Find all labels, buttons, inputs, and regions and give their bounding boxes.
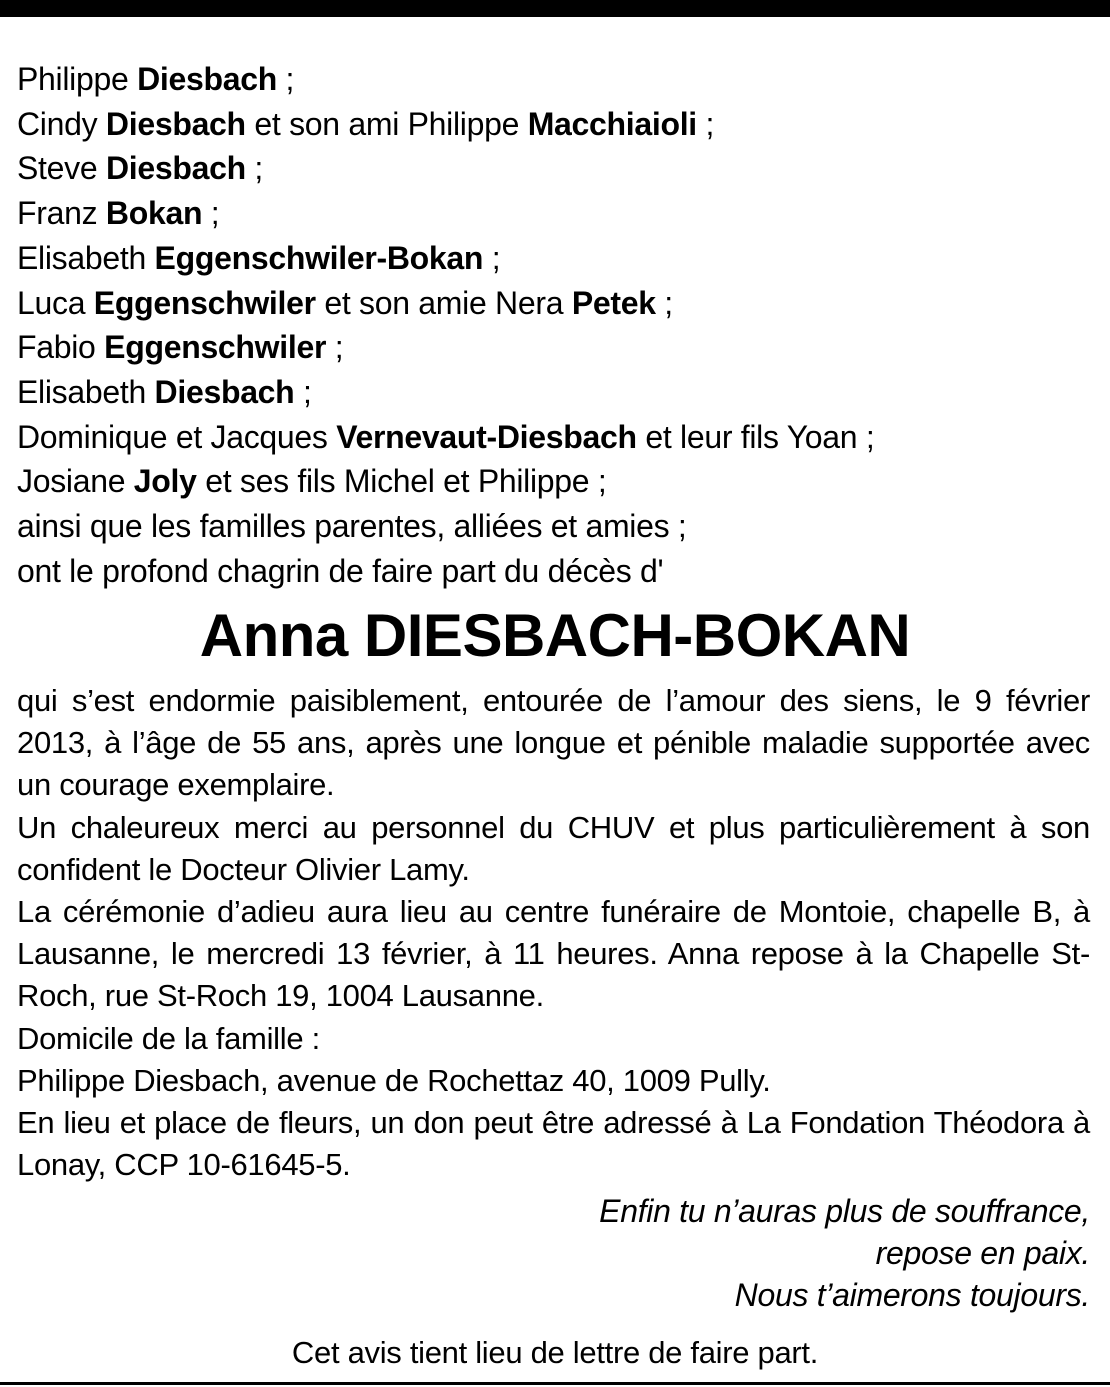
given-name: Philippe (17, 61, 129, 97)
surname: Diesbach (154, 373, 295, 410)
given-name: Cindy (17, 105, 98, 142)
given-name: Luca (17, 284, 86, 321)
relation-text: et son amie Nera (324, 284, 564, 321)
given-name: Elisabeth (17, 373, 146, 410)
line-suffix: ; (202, 195, 220, 232)
epitaph (599, 1190, 1090, 1316)
notice-paragraph: qui s’est endormie paisiblement, entourée de l’amour des siens, le 9 février 2013, à l’âge de 55 ans, après une longue et pénible maladie supportée avec un courage exemplaire. (17, 683, 1090, 803)
given-name: Elisabeth (17, 239, 146, 276)
epitaph-line: Nous t’aimerons toujours. (734, 1277, 1090, 1313)
line-suffix: ; (326, 329, 344, 366)
family-line (17, 415, 1097, 460)
given-name: Steve (17, 150, 98, 187)
top-border (0, 0, 1110, 17)
family-line (17, 459, 1097, 504)
surname: Joly (133, 463, 197, 500)
notice-paragraph: La cérémonie d’adieu aura lieu au centre funéraire de Montoie, chapelle B, à Lausanne, le mercredi 13 février, à 11 heures. Anna repose à la Chapelle St-Roch, rue St-Roch 19, 1004 Lausanne. (17, 894, 1090, 1014)
notice-paragraph: En lieu et place de fleurs, un don peut être adressé à La Fondation Théodora à Lonay, CCP 10-61645-5. (17, 1105, 1090, 1183)
family-line (17, 281, 1097, 326)
line-suffix: ; (294, 373, 312, 410)
closing-line: Cet avis tient lieu de lettre de faire part. (291, 1335, 819, 1370)
line-suffix: ; (276, 61, 295, 97)
surname: Eggenschwiler (93, 284, 316, 321)
line-suffix: et leur fils Yoan ; (636, 418, 875, 455)
relation-text: et son ami Philippe (254, 105, 520, 142)
surname: Diesbach (105, 150, 246, 187)
family-line (17, 236, 1097, 281)
family-line (17, 57, 1097, 102)
surname: Petek (571, 284, 656, 321)
given-name: Franz (17, 195, 98, 232)
surname: Bokan (105, 195, 203, 232)
line-suffix: ; (696, 105, 715, 142)
line-suffix: ; (245, 150, 264, 187)
epitaph-line: Enfin tu n’auras plus de souffrance, (599, 1193, 1090, 1229)
notice-body (17, 680, 1090, 1186)
given-name: Josiane (17, 463, 126, 500)
surname: Eggenschwiler (104, 329, 327, 366)
family-line (17, 325, 1097, 370)
line-suffix: ; (655, 284, 673, 321)
surname: Diesbach (137, 61, 277, 97)
epitaph-line: repose en paix. (875, 1235, 1090, 1271)
family-line (17, 370, 1097, 415)
family-line (17, 146, 1097, 191)
surname: Diesbach (105, 105, 246, 142)
given-name: Dominique et Jacques (17, 418, 328, 455)
family-list (17, 57, 1097, 593)
line-suffix: ; (483, 239, 501, 276)
relatives-line: ainsi que les familles parentes, alliées et amies ; (17, 508, 687, 545)
notice-paragraph: Domicile de la famille : (17, 1020, 320, 1056)
notice-paragraph: Un chaleureux merci au personnel du CHUV et plus particulièrement à son confident le Docteur Olivier Lamy. (17, 809, 1090, 887)
family-line (17, 191, 1097, 236)
given-name: Fabio (17, 329, 96, 366)
bottom-border (0, 1382, 1110, 1385)
surname: Eggenschwiler-Bokan (154, 239, 484, 276)
announcement-line: ont le profond chagrin de faire part du décès d' (17, 552, 664, 589)
notice-paragraph: Philippe Diesbach, avenue de Rochettaz 40, 1009 Pully. (17, 1062, 771, 1098)
deceased-name: Anna DIESBACH-BOKAN (199, 602, 911, 669)
family-line (17, 102, 1097, 147)
line-suffix: et ses fils Michel et Philippe ; (196, 463, 607, 500)
surname: Vernevaut-Diesbach (336, 418, 637, 455)
surname: Macchiaioli (527, 105, 697, 142)
